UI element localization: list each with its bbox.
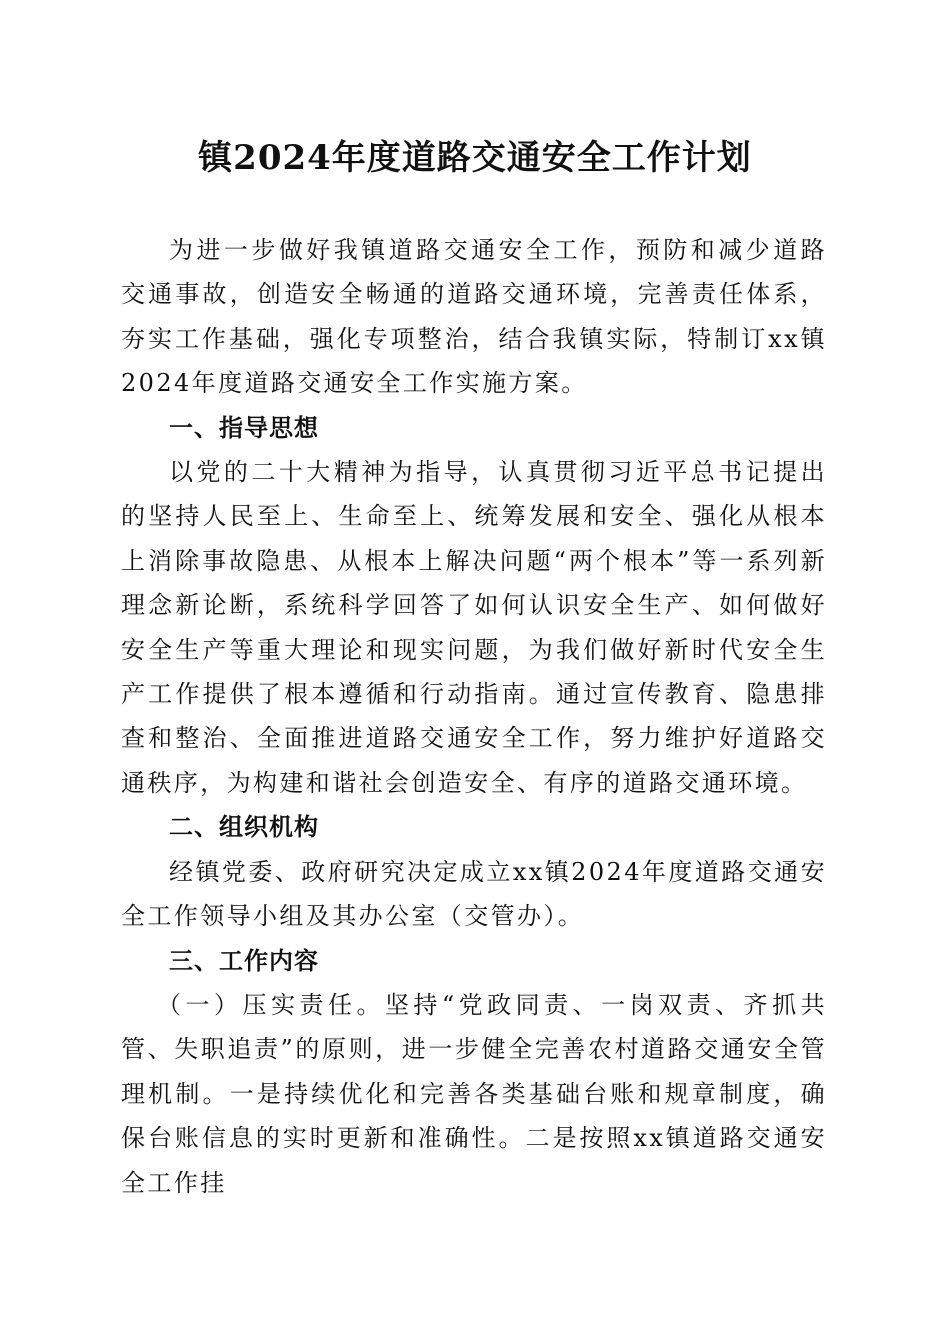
section-paragraph-organization: 经镇党委、政府研究决定成立xx镇2024年度道路交通安全工作领导小组及其办公室（交管办）。 bbox=[121, 857, 827, 931]
intro-paragraph: 为进一步做好我镇道路交通安全工作，预防和减少道路交通事故，创造安全畅通的道路交通环境，完善责任体系，夯实工作基础，强化专项整治，结合我镇实际，特制订xx镇2024年度道路交通安全工作实施方案。 bbox=[121, 236, 827, 398]
section-heading-guiding-ideology: 一、指导思想 bbox=[169, 413, 319, 442]
section-paragraph-guiding-ideology: 以党的二十大精神为指导，认真贯彻习近平总书记提出的坚持人民至上、生命至上、统筹发展和安全、强化从根本上消除事故隐患、从根本上解决问题“两个根本”等一系列新理念新论断，系统科学回答了如何认识安全生产、如何做好安全生产等重大理论和现实问题，为我们做好新时代安全生产工作提供了根本遵循和行动指南。通过宣传教育、隐患排查和整治、全面推进道路交通安全工作，努力维护好道路交通秩序，为构建和谐社会创造安全、有序的道路交通环境。 bbox=[121, 458, 827, 797]
document-title: 镇2024年度道路交通安全工作计划 bbox=[198, 138, 752, 178]
section-paragraph-work-content: （一）压实责任。坚持“党政同责、一岗双责、齐抓共管、失职追责”的原则，进一步健全完善农村道路交通安全管理机制。一是持续优化和完善各类基础台账和规章制度，确保台账信息的实时更新和准确性。二是按照xx镇道路交通安全工作挂 bbox=[121, 990, 827, 1197]
section-heading-work-content: 三、工作内容 bbox=[169, 946, 319, 975]
document-body bbox=[121, 228, 827, 1205]
section-heading-organization: 二、组织机构 bbox=[169, 813, 319, 842]
